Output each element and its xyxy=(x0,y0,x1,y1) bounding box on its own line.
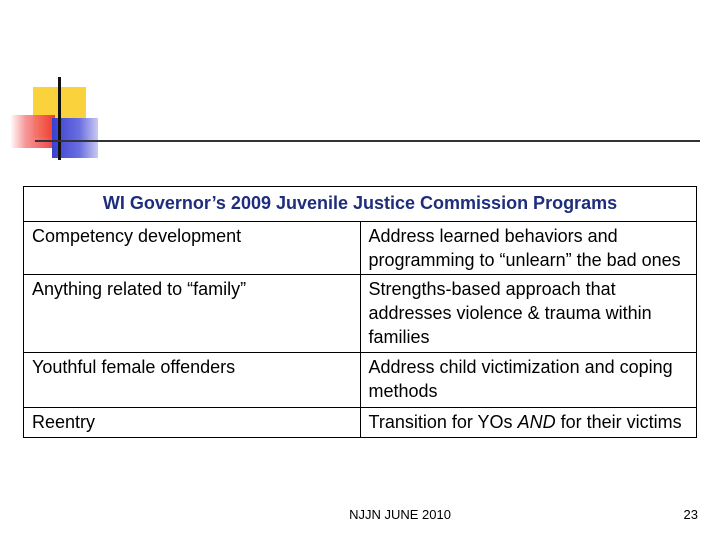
vertical-rule xyxy=(58,77,61,160)
description-cell: Strengths-based approach that addresses violence & trauma within families xyxy=(360,275,697,353)
programs-table xyxy=(23,186,697,438)
table-row xyxy=(24,275,697,353)
program-cell: Competency development xyxy=(24,222,361,275)
description-text: for their victims xyxy=(555,412,682,432)
horizontal-rule xyxy=(35,140,700,142)
table-header-row xyxy=(24,187,697,222)
red-square xyxy=(10,115,55,148)
footer-label: NJJN JUNE 2010 xyxy=(349,507,451,522)
yellow-square xyxy=(33,87,86,137)
table-title: WI Governor’s 2009 Juvenile Justice Commission Programs xyxy=(24,187,697,222)
description-emphasis: AND xyxy=(517,412,556,432)
table-row xyxy=(24,408,697,438)
blue-square xyxy=(52,118,98,158)
program-cell: Anything related to “family” xyxy=(24,275,361,353)
program-cell: Youthful female offenders xyxy=(24,353,361,408)
description-cell: Address child victimization and coping methods xyxy=(360,353,697,408)
description-cell xyxy=(360,408,697,438)
decorative-logo xyxy=(0,0,720,170)
description-text: Transition for YOs xyxy=(368,412,518,432)
program-cell: Reentry xyxy=(24,408,361,438)
table-row xyxy=(24,353,697,408)
table-row xyxy=(24,222,697,275)
page-number: 23 xyxy=(683,507,698,522)
description-cell: Address learned behaviors and programming to “unlearn” the bad ones xyxy=(360,222,697,275)
